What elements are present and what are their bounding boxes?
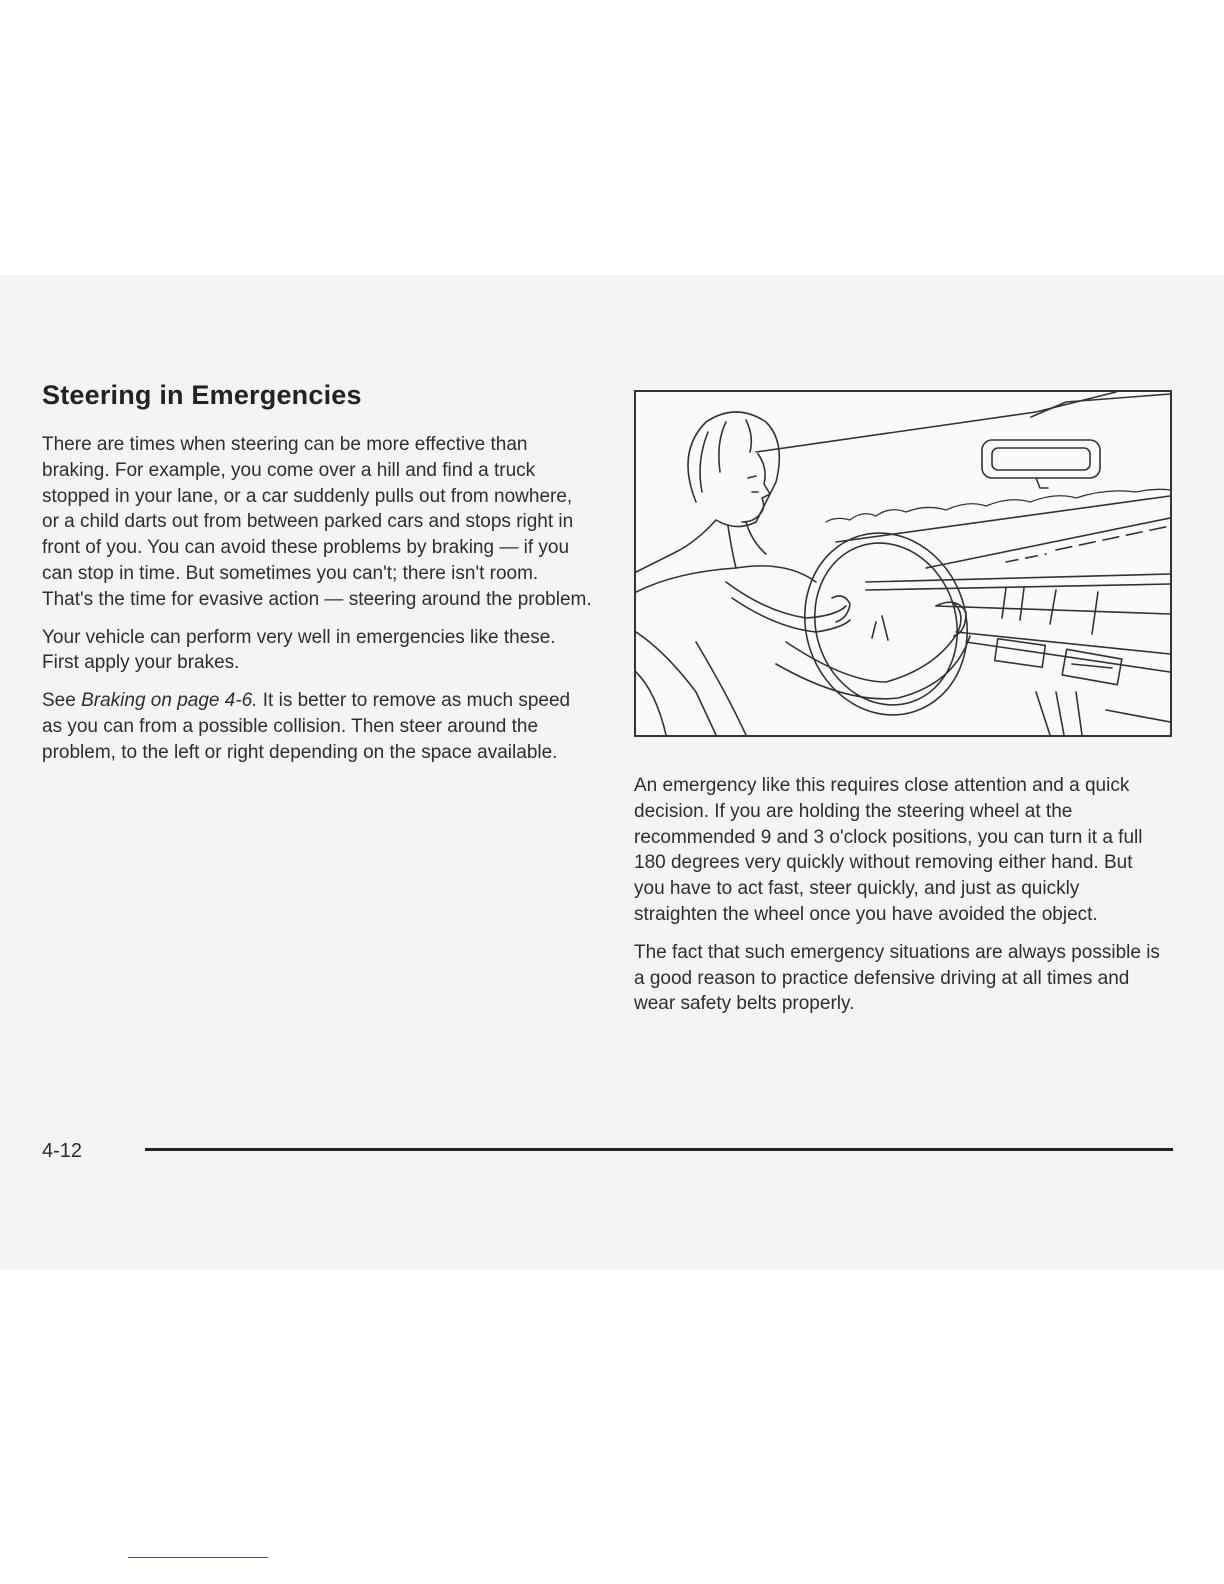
rearview-mirror-icon — [982, 440, 1100, 478]
left-text-column — [42, 432, 594, 778]
road-edge-line — [836, 496, 1170, 542]
horizon-tree-line — [826, 489, 1170, 522]
right-text-column — [634, 773, 1166, 1029]
driver-right-arm — [786, 602, 961, 682]
driver-left-arm — [726, 582, 846, 618]
driver-face — [742, 454, 770, 522]
driver-steering-illustration — [634, 390, 1172, 737]
paragraph-braking-reference — [42, 688, 594, 765]
footer-rule — [145, 1148, 1173, 1151]
reference-prefix: See — [42, 690, 82, 712]
driver-seat — [636, 632, 716, 735]
paragraph-intro: There are times when steering can be more effective than braking. For example, you come over a hill and find a truck stopped in your lane, or a car suddenly pulls out from nowhere, or a child darts out from between parked cars and stops right in front of you. You can avoid these problems by braking — if you can stop in time. But sometimes you can't; there isn't room. That's the time for evasive action — steering around the problem. — [42, 434, 592, 610]
reference-remainder: It is better to remove as much speed as you can from a possible collision. Then steer around the problem, to the left or right depending on the space available. — [42, 690, 571, 763]
page-number: 4-12 — [42, 1140, 83, 1162]
braking-page-reference-link[interactable]: Braking on page 4-6. — [81, 690, 258, 712]
steering-wheel-icon — [781, 512, 990, 735]
windshield-pillar — [1031, 394, 1170, 417]
paragraph-defensive-driving: The fact that such emergency situations are always possible is a good reason to practice defensive driving at all times and wear safety belts properly. — [634, 941, 1160, 1015]
section-title: Steering in Emergencies — [42, 380, 362, 410]
windshield-frame — [756, 392, 1116, 452]
paragraph-vehicle-performance: Your vehicle can perform very well in emergencies like these. First apply your brakes. — [42, 626, 556, 674]
climate-display — [1062, 649, 1122, 684]
driver-shoulder — [636, 566, 816, 592]
paragraph-emergency-decision: An emergency like this requires close attention and a quick decision. If you are holding the steering wheel at the recommended 9 and 3 o'clock positions, you can turn it a full 180 degrees very quickly without removing either hand. But you have to act fast, steer quickly, and just as quickly straighten the wheel once you have avoided the object. — [634, 775, 1143, 925]
dashboard-top — [866, 574, 1170, 582]
bottom-edge-mark — [128, 1557, 268, 1558]
